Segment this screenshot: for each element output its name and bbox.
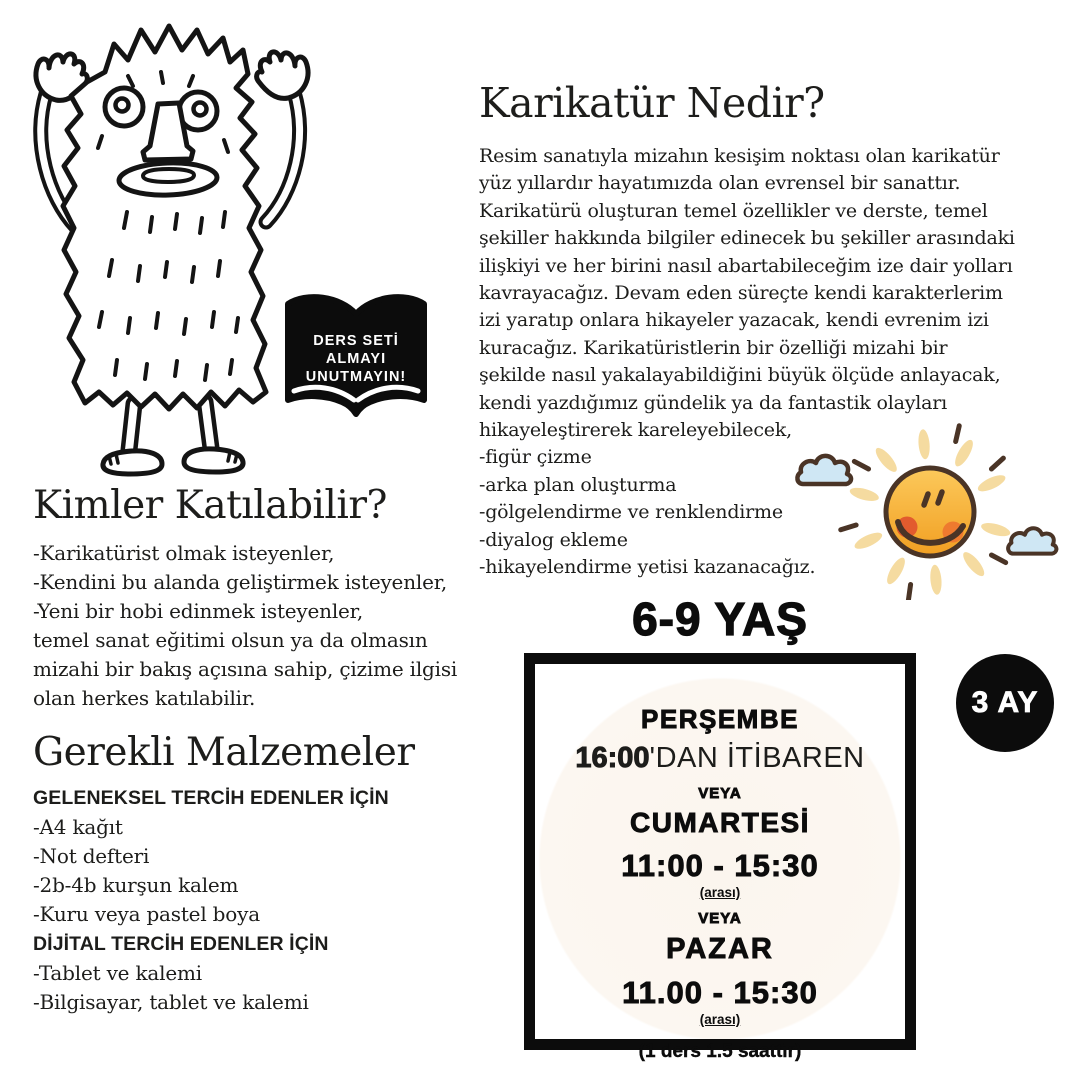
schedule-time-bold: 16:00 [575, 742, 650, 774]
list-item: -Not defteri [33, 844, 150, 868]
schedule-box [524, 653, 916, 1062]
cloud-icon [1008, 528, 1056, 553]
skill-list-item: -figür çizme [479, 446, 592, 469]
paragraph-line: şekilde nasıl yakalayabildiğini büyük ölçüde anlayacak, [479, 364, 1001, 387]
paragraph-line: kavrayacağız. Devam eden süreçte kendi karakterlerim [479, 282, 1003, 305]
schedule-time [575, 742, 864, 775]
schedule-time: 11.00 - 15:30 [622, 975, 818, 1010]
skill-list-item: -arka plan oluşturma [479, 473, 677, 496]
open-book-icon [278, 288, 434, 430]
cloud-icon [797, 456, 851, 484]
paragraph-line: şekiller hakkında bilgiler edinecek bu şekiller arasındaki [479, 227, 1015, 250]
schedule-note: (arası) [699, 1012, 741, 1027]
age-group-heading: 6-9 YAŞ [632, 593, 808, 645]
list-item: olan herkes katılabilir. [33, 686, 256, 710]
section-left-column [33, 484, 478, 1017]
list-item: -A4 kağıt [33, 815, 123, 839]
paragraph-line: Resim sanatıyla mizahın kesişim noktası olan karikatür [479, 145, 1000, 167]
list-item: -Tablet ve kalemi [33, 961, 202, 985]
skill-list-item: -hikayelendirme yetisi kazanacağız. [479, 556, 816, 579]
schedule-note: (arası) [699, 885, 741, 900]
section-title: Gerekli Malzemeler [33, 730, 415, 775]
lesson-duration-note: (1 ders 1.5 saattir) [638, 1041, 802, 1062]
paragraph-line: kuracağız. Karikatüristlerin bir özelliği mizahi bir [479, 336, 948, 359]
paragraph-line: hikayeleştirerek kareleyebilecek, [479, 419, 792, 442]
list-item: -Kendini bu alanda geliştirmek isteyenler, [33, 570, 448, 594]
paragraph-line: kendi yazdığımız gündelik ya da fantastik olayları [479, 391, 948, 414]
schedule-time: 11:00 - 15:30 [621, 848, 819, 883]
subsection-heading: GELENEKSEL TERCİH EDENLER İÇİN [33, 787, 389, 809]
list-item: temel sanat eğitimi olsun ya da olmasın [33, 628, 428, 652]
section-title: Karikatür Nedir? [479, 79, 825, 127]
list-item: -2b-4b kurşun kalem [33, 873, 239, 897]
schedule-or: VEYA [698, 910, 742, 927]
duration-badge: 3 AY [956, 654, 1054, 752]
book-badge-line: ALMAYI [325, 351, 387, 367]
list-item: -Karikatürist olmak isteyenler, [33, 541, 335, 565]
paragraph-line: izi yaratıp onlara hikayeler yazacak, kendi evrenim izi [479, 309, 989, 332]
sun-and-clouds-illustration [785, 420, 1070, 600]
list-item: -Bilgisayar, tablet ve kalemi [33, 990, 309, 1014]
list-item: mizahi bir bakış açısına sahip, çizime ilgisi [33, 657, 458, 681]
skill-list-item: -diyalog ekleme [479, 528, 628, 551]
section-title: Kimler Katılabilir? [33, 483, 387, 528]
book-badge-line: UNUTMAYIN! [305, 369, 407, 385]
book-badge-line: DERS SETİ [313, 333, 399, 349]
list-item: -Kuru veya pastel boya [33, 902, 260, 926]
schedule-day: PAZAR [666, 933, 774, 965]
schedule-day: CUMARTESİ [630, 807, 810, 838]
subsection-heading: DİJİTAL TERCİH EDENLER İÇİN [33, 933, 329, 955]
schedule-or: VEYA [698, 785, 742, 802]
paragraph-line: yüz yıllardır hayatımızda olan evrensel bir sanattır. [479, 172, 961, 195]
schedule-day: PERŞEMBE [641, 704, 799, 734]
schedule-time-rest: 'DAN İTİBAREN [649, 742, 865, 774]
paragraph-line: Karikatürü oluşturan temel özellikler ve derste, temel [479, 199, 988, 222]
list-item: -Yeni bir hobi edinmek isteyenler, [33, 599, 363, 623]
skill-list-item: -gölgelendirme ve renklendirme [479, 501, 783, 524]
paragraph-line: ilişkiyi ve her birini nasıl abartabileceğim ize dair yolları [479, 254, 1013, 277]
